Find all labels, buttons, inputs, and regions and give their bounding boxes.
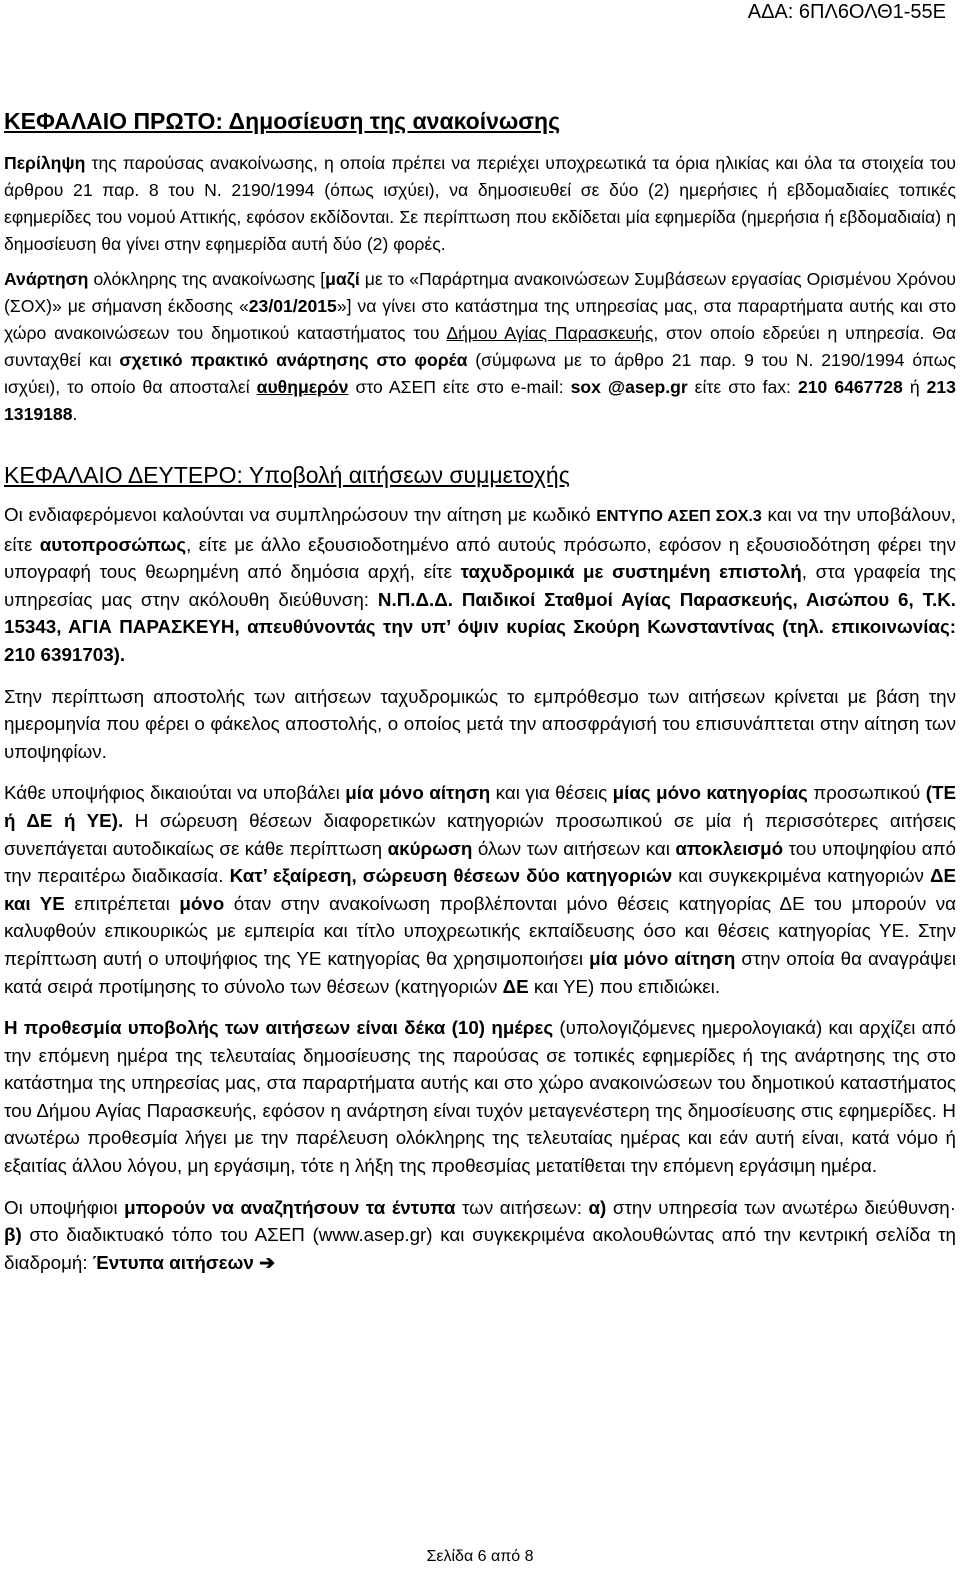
summary-paragraph: Περίληψη της παρούσας ανακοίνωσης, η οποία πρέπει να περιέχει υποχρεωτικά τα όρια ηλικίας και όλα τα στοιχεία του άρθρου 21 παρ. 8 του Ν. 2190/1994 (όπως ισχύει), να δημοσιευθεί σε δύο (2) ημερήσιες ή εβδομαδιαίες τοπικές εφημερίδες του νομού Αττικής, εφόσον εκδίδονται. Σε περίπτωση που εκδίδεται μία εφημερίδα (ημερήσια ή εβδομαδιαία) η δημοσίευση θα γίνει στην εφημερίδα αυτή δύο (2) φορές. (4, 153, 956, 254)
page-number: Σελίδα 6 από 8 (426, 1548, 534, 1565)
submission-paragraph: Οι ενδιαφερόμενοι καλούνται να συμπληρώσουν την αίτηση με κωδικό ΕΝΤΥΠΟ ΑΣΕΠ ΣΟΧ.3 και να την υποβάλουν, είτε αυτοπροσώπως, είτε με άλλο εξουσιοδοτημένο από αυτούς πρόσωπο, εφόσον η εξουσιοδότηση φέρει την υπογραφή τους θεωρημένη από δημόσια αρχή, είτε ταχυδρομικά με συστημένη επιστολή, στα γραφεία της υπηρεσίας μας στην ακόλουθη διεύθυνση: Ν.Π.Δ.Δ. Παιδικοί Σταθμοί Αγίας Παρασκευής, Αισώπου 6, Τ.Κ. 15343, ΑΓΙΑ ΠΑΡΑΣΚΕΥΗ, απευθύνοντάς την υπ’ όψιν κυρίας Σκούρη Κωνσταντίνας (τηλ. επικοινωνίας: 210 6391703). (4, 504, 956, 665)
document-body (4, 108, 956, 1276)
chapter-two-title: ΚΕΦΑΛΑΙΟ ΔΕΥΤΕΡΟ: Υποβολή αιτήσεων συμμετοχής (4, 462, 570, 488)
single-application-paragraph: Κάθε υποψήφιος δικαιούται να υποβάλει μία μόνο αίτηση και για θέσεις μίας μόνο κατηγορίας προσωπικού (ΤΕ ή ΔΕ ή ΥΕ). Η σώρευση θέσεων διαφορετικών κατηγοριών προσωπικού σε μία ή περισσότερες αιτήσεις συνεπάγεται αυτοδικαίως σε κάθε περίπτωση ακύρωση όλων των αιτήσεων και αποκλεισμό του υποψηφίου από την περαιτέρω διαδικασία. Κατ’ εξαίρεση, σώρευση θέσεων δύο κατηγοριών και συγκεκριμένα κατηγοριών ΔΕ και ΥΕ επιτρέπεται μόνο όταν στην ανακοίνωση προβλέπονται μόνο θέσεις κατηγορίας ΔΕ του μπορούν να καλυφθούν επικουρικώς με εμπειρία και τίτλο υποχρεωτικής εκπαίδευσης όσο και θέσεις κατηγορίας ΥΕ. Στην περίπτωση αυτή ο υποψήφιος της ΥΕ κατηγορίας θα χρησιμοποιήσει μία μόνο αίτηση στην οποία θα αναγράψει κατά σειρά προτίμησης το σύνολο των θέσεων (κατηγοριών ΔΕ και ΥΕ) που επιδιώκει. (4, 782, 956, 997)
arrow-right-icon: ➔ (253, 1251, 275, 1273)
forms-paragraph: Οι υποψήφιοι μπορούν να αναζητήσουν τα έντυπα των αιτήσεων: α) στην υπηρεσία των ανωτέρω διεύθυνση· β) στο διαδικτυακό τόπο του ΑΣΕΠ (www.asep.gr) και συγκεκριμένα ακολουθώντας από την κεντρική σελίδα τη διαδρομή: Έντυπα αιτήσεων ➔ (4, 1196, 956, 1273)
posting-paragraph: Ανάρτηση ολόκληρης της ανακοίνωσης [μαζί με το «Παράρτημα ανακοινώσεων Συμβάσεων εργασίας Ορισμένου Χρόνου (ΣΟΧ)» με σήμανση έκδοσης «23/01/2015»] να γίνει στο κατάστημα της υπηρεσίας μας, στα παραρτήματα αυτής και στο χώρο ανακοινώσεων του δημοτικού καταστήματος του Δήμου Αγίας Παρασκευής, στον οποίο εδρεύει η υπηρεσία. Θα συνταχθεί και σχετικό πρακτικό ανάρτησης στο φορέα (σύμφωνα με το άρθρο 21 παρ. 9 του Ν. 2190/1994 όπως ισχύει), το οποίο θα αποσταλεί αυθημερόν στο ΑΣΕΠ είτε στο e-mail: sox @asep.gr είτε στο fax: 210 6467728 ή 213 1319188. (4, 269, 956, 424)
postal-paragraph: Στην περίπτωση αποστολής των αιτήσεων ταχυδρομικώς το εμπρόθεσμο των αιτήσεων κρίνεται με βάση την ημερομηνία που φέρει ο φάκελος αποστολής, ο οποίος μετά την αποσφράγισή του επισυνάπτεται στην αίτηση των υποψηφίων. (4, 685, 956, 762)
ada-code: ΑΔΑ: 6ΠΛ6ΟΛΘ1-55Ε (747, 1, 946, 23)
deadline-paragraph: Η προθεσμία υποβολής των αιτήσεων είναι δέκα (10) ημέρες (υπολογιζόμενες ημερολογιακά) και αρχίζει από την επόμενη ημέρα της τελευταίας δημοσίευσης της παρούσας σε τοπικές εφημερίδες ή της ανάρτησης της στο κατάστημα της υπηρεσίας μας, στα παραρτήματα αυτής και στο χώρο ανακοινώσεων του δημοτικού καταστήματος του Δήμου Αγίας Παρασκευής, εφόσον η ανάρτηση είναι τυχόν μεταγενέστερη της δημοσίευσης στις εφημερίδες. Η ανωτέρω προθεσμία λήγει με την παρέλευση ολόκληρης της τελευταίας ημέρας και εάν αυτή είναι, κατά νόμο ή εξαιτίας άλλου λόγου, μη εργάσιμη, τότε η λήξη της προθεσμίας μετατίθεται την επόμενη εργάσιμη ημέρα. (4, 1017, 957, 1177)
chapter-one-title: ΚΕΦΑΛΑΙΟ ΠΡΩΤΟ: Δημοσίευση της ανακοίνωσης (4, 108, 561, 134)
